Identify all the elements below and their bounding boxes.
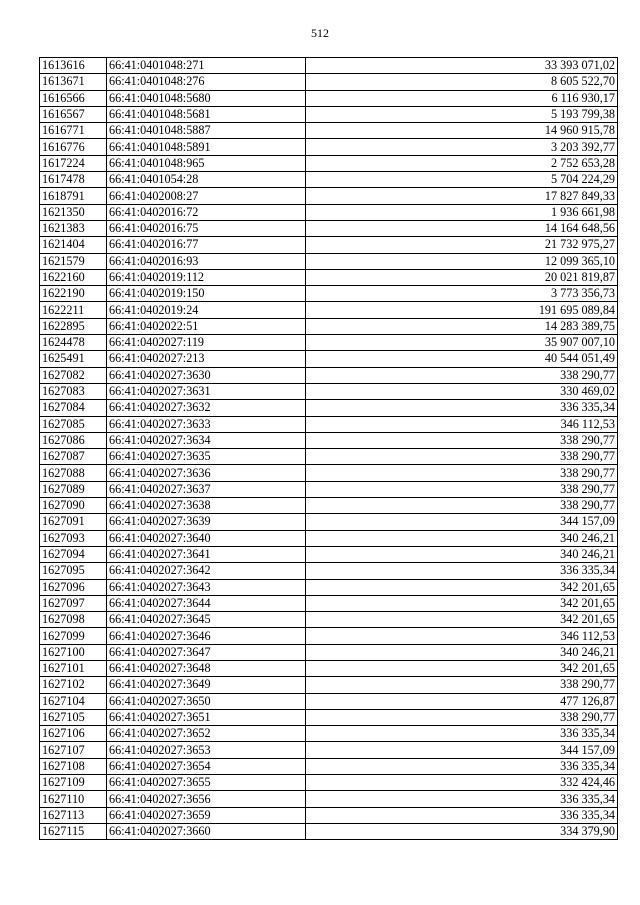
cadastral-number-cell: 66:41:0402027:213	[107, 351, 306, 367]
value-cell: 330 469,02	[306, 383, 618, 399]
value-cell: 338 290,77	[306, 481, 618, 497]
value-cell: 8 605 522,70	[306, 74, 618, 90]
table-row	[40, 351, 618, 367]
cadastral-number-cell: 66:41:0402027:3631	[107, 383, 306, 399]
registry-table-body	[40, 58, 618, 840]
record-id-cell: 1627110	[40, 791, 107, 807]
value-cell: 344 157,09	[306, 514, 618, 530]
value-cell: 336 335,34	[306, 726, 618, 742]
value-cell: 346 112,53	[306, 628, 618, 644]
value-cell: 20 021 819,87	[306, 269, 618, 285]
cadastral-number-cell: 66:41:0402027:3650	[107, 693, 306, 709]
cadastral-number-cell: 66:41:0402016:72	[107, 204, 306, 220]
record-id-cell: 1627099	[40, 628, 107, 644]
table-row	[40, 302, 618, 318]
record-id-cell: 1613616	[40, 58, 107, 74]
record-id-cell: 1622211	[40, 302, 107, 318]
cadastral-number-cell: 66:41:0401048:5681	[107, 106, 306, 122]
value-cell: 334 379,90	[306, 823, 618, 839]
record-id-cell: 1627098	[40, 612, 107, 628]
cadastral-number-cell: 66:41:0402027:3639	[107, 514, 306, 530]
cadastral-number-cell: 66:41:0402027:3634	[107, 432, 306, 448]
cadastral-number-cell: 66:41:0401048:5680	[107, 90, 306, 106]
table-row	[40, 823, 618, 839]
table-row	[40, 204, 618, 220]
value-cell: 336 335,34	[306, 563, 618, 579]
cadastral-number-cell: 66:41:0402027:3642	[107, 563, 306, 579]
record-id-cell: 1627086	[40, 432, 107, 448]
value-cell: 14 283 389,75	[306, 318, 618, 334]
cadastral-number-cell: 66:41:0402027:3654	[107, 758, 306, 774]
record-id-cell: 1617224	[40, 155, 107, 171]
cadastral-number-cell: 66:41:0402022:51	[107, 318, 306, 334]
table-row	[40, 367, 618, 383]
value-cell: 338 290,77	[306, 709, 618, 725]
record-id-cell: 1622895	[40, 318, 107, 334]
record-id-cell: 1621579	[40, 253, 107, 269]
record-id-cell: 1627102	[40, 677, 107, 693]
table-row	[40, 269, 618, 285]
cadastral-number-cell: 66:41:0402027:3649	[107, 677, 306, 693]
value-cell: 346 112,53	[306, 416, 618, 432]
value-cell: 340 246,21	[306, 644, 618, 660]
value-cell: 1 936 661,98	[306, 204, 618, 220]
record-id-cell: 1625491	[40, 351, 107, 367]
cadastral-number-cell: 66:41:0402027:3641	[107, 546, 306, 562]
value-cell: 338 290,77	[306, 465, 618, 481]
cadastral-number-cell: 66:41:0402027:3655	[107, 775, 306, 791]
cadastral-number-cell: 66:41:0402027:3652	[107, 726, 306, 742]
table-row	[40, 90, 618, 106]
record-id-cell: 1627085	[40, 416, 107, 432]
record-id-cell: 1627089	[40, 481, 107, 497]
table-row	[40, 579, 618, 595]
table-row	[40, 318, 618, 334]
record-id-cell: 1627096	[40, 579, 107, 595]
page-number: 512	[311, 26, 329, 40]
table-row	[40, 286, 618, 302]
record-id-cell: 1613671	[40, 74, 107, 90]
table-row	[40, 775, 618, 791]
cadastral-number-cell: 66:41:0401048:5891	[107, 139, 306, 155]
record-id-cell: 1627115	[40, 823, 107, 839]
cadastral-number-cell: 66:41:0402016:75	[107, 220, 306, 236]
record-id-cell: 1616567	[40, 106, 107, 122]
cadastral-number-cell: 66:41:0402016:77	[107, 237, 306, 253]
table-row	[40, 139, 618, 155]
table-row	[40, 758, 618, 774]
value-cell: 336 335,34	[306, 400, 618, 416]
record-id-cell: 1627095	[40, 563, 107, 579]
cadastral-number-cell: 66:41:0402027:3640	[107, 530, 306, 546]
value-cell: 340 246,21	[306, 546, 618, 562]
cadastral-number-cell: 66:41:0402027:3632	[107, 400, 306, 416]
record-id-cell: 1617478	[40, 172, 107, 188]
cadastral-number-cell: 66:41:0402027:3630	[107, 367, 306, 383]
cadastral-number-cell: 66:41:0402027:3638	[107, 498, 306, 514]
table-row	[40, 791, 618, 807]
cadastral-number-cell: 66:41:0401048:271	[107, 58, 306, 74]
cadastral-number-cell: 66:41:0402027:3643	[107, 579, 306, 595]
value-cell: 6 116 930,17	[306, 90, 618, 106]
record-id-cell: 1627084	[40, 400, 107, 416]
table-row	[40, 383, 618, 399]
table-row	[40, 693, 618, 709]
table-row	[40, 677, 618, 693]
table-row	[40, 481, 618, 497]
value-cell: 3 773 356,73	[306, 286, 618, 302]
table-row	[40, 546, 618, 562]
value-cell: 3 203 392,77	[306, 139, 618, 155]
cadastral-number-cell: 66:41:0402027:3646	[107, 628, 306, 644]
registry-table	[39, 57, 618, 840]
record-id-cell: 1627088	[40, 465, 107, 481]
value-cell: 342 201,65	[306, 612, 618, 628]
table-row	[40, 335, 618, 351]
table-row	[40, 563, 618, 579]
cadastral-number-cell: 66:41:0402027:3651	[107, 709, 306, 725]
table-row	[40, 465, 618, 481]
table-row	[40, 807, 618, 823]
table-row	[40, 660, 618, 676]
record-id-cell: 1627105	[40, 709, 107, 725]
table-row	[40, 498, 618, 514]
value-cell: 2 752 653,28	[306, 155, 618, 171]
cadastral-number-cell: 66:41:0402019:150	[107, 286, 306, 302]
cadastral-number-cell: 66:41:0402008:27	[107, 188, 306, 204]
value-cell: 40 544 051,49	[306, 351, 618, 367]
value-cell: 344 157,09	[306, 742, 618, 758]
value-cell: 342 201,65	[306, 579, 618, 595]
table-row	[40, 628, 618, 644]
value-cell: 12 099 365,10	[306, 253, 618, 269]
record-id-cell: 1627097	[40, 595, 107, 611]
value-cell: 342 201,65	[306, 595, 618, 611]
record-id-cell: 1621404	[40, 237, 107, 253]
table-row	[40, 253, 618, 269]
table-row	[40, 58, 618, 74]
value-cell: 338 290,77	[306, 367, 618, 383]
value-cell: 338 290,77	[306, 677, 618, 693]
record-id-cell: 1622160	[40, 269, 107, 285]
cadastral-number-cell: 66:41:0401048:276	[107, 74, 306, 90]
record-id-cell: 1627113	[40, 807, 107, 823]
cadastral-number-cell: 66:41:0402027:3647	[107, 644, 306, 660]
cadastral-number-cell: 66:41:0402027:3645	[107, 612, 306, 628]
table-row	[40, 709, 618, 725]
cadastral-number-cell: 66:41:0402019:24	[107, 302, 306, 318]
cadastral-number-cell: 66:41:0402027:3653	[107, 742, 306, 758]
value-cell: 336 335,34	[306, 807, 618, 823]
record-id-cell: 1618791	[40, 188, 107, 204]
table-row	[40, 530, 618, 546]
cadastral-number-cell: 66:41:0402016:93	[107, 253, 306, 269]
cadastral-number-cell: 66:41:0402027:3660	[107, 823, 306, 839]
record-id-cell: 1627109	[40, 775, 107, 791]
table-row	[40, 400, 618, 416]
value-cell: 340 246,21	[306, 530, 618, 546]
record-id-cell: 1627093	[40, 530, 107, 546]
value-cell: 332 424,46	[306, 775, 618, 791]
table-row	[40, 155, 618, 171]
table-row	[40, 726, 618, 742]
table-row	[40, 123, 618, 139]
record-id-cell: 1627104	[40, 693, 107, 709]
cadastral-number-cell: 66:41:0402027:119	[107, 335, 306, 351]
record-id-cell: 1627094	[40, 546, 107, 562]
value-cell: 342 201,65	[306, 660, 618, 676]
record-id-cell: 1627100	[40, 644, 107, 660]
value-cell: 338 290,77	[306, 432, 618, 448]
record-id-cell: 1627087	[40, 449, 107, 465]
record-id-cell: 1627101	[40, 660, 107, 676]
record-id-cell: 1627083	[40, 383, 107, 399]
table-row	[40, 416, 618, 432]
value-cell: 191 695 089,84	[306, 302, 618, 318]
table-row	[40, 432, 618, 448]
record-id-cell: 1624478	[40, 335, 107, 351]
cadastral-number-cell: 66:41:0402027:3656	[107, 791, 306, 807]
cadastral-number-cell: 66:41:0402019:112	[107, 269, 306, 285]
table-row	[40, 514, 618, 530]
cadastral-number-cell: 66:41:0402027:3636	[107, 465, 306, 481]
record-id-cell: 1616771	[40, 123, 107, 139]
cadastral-number-cell: 66:41:0401048:965	[107, 155, 306, 171]
cadastral-number-cell: 66:41:0401048:5887	[107, 123, 306, 139]
value-cell: 21 732 975,27	[306, 237, 618, 253]
value-cell: 338 290,77	[306, 449, 618, 465]
table-row	[40, 595, 618, 611]
table-row	[40, 742, 618, 758]
record-id-cell: 1616566	[40, 90, 107, 106]
cadastral-number-cell: 66:41:0402027:3659	[107, 807, 306, 823]
table-row	[40, 612, 618, 628]
table-row	[40, 188, 618, 204]
cadastral-number-cell: 66:41:0402027:3637	[107, 481, 306, 497]
value-cell: 336 335,34	[306, 791, 618, 807]
value-cell: 35 907 007,10	[306, 335, 618, 351]
record-id-cell: 1627091	[40, 514, 107, 530]
record-id-cell: 1621383	[40, 220, 107, 236]
table-row	[40, 106, 618, 122]
record-id-cell: 1622190	[40, 286, 107, 302]
record-id-cell: 1627107	[40, 742, 107, 758]
cadastral-number-cell: 66:41:0402027:3635	[107, 449, 306, 465]
value-cell: 33 393 071,02	[306, 58, 618, 74]
cadastral-number-cell: 66:41:0401054:28	[107, 172, 306, 188]
value-cell: 336 335,34	[306, 758, 618, 774]
value-cell: 17 827 849,33	[306, 188, 618, 204]
cadastral-number-cell: 66:41:0402027:3644	[107, 595, 306, 611]
cadastral-number-cell: 66:41:0402027:3633	[107, 416, 306, 432]
record-id-cell: 1616776	[40, 139, 107, 155]
table-row	[40, 644, 618, 660]
value-cell: 477 126,87	[306, 693, 618, 709]
table-row	[40, 237, 618, 253]
value-cell: 5 704 224,29	[306, 172, 618, 188]
record-id-cell: 1627082	[40, 367, 107, 383]
table-row	[40, 172, 618, 188]
value-cell: 5 193 799,38	[306, 106, 618, 122]
table-row	[40, 220, 618, 236]
table-row	[40, 74, 618, 90]
value-cell: 14 960 915,78	[306, 123, 618, 139]
record-id-cell: 1627108	[40, 758, 107, 774]
record-id-cell: 1627090	[40, 498, 107, 514]
record-id-cell: 1621350	[40, 204, 107, 220]
value-cell: 338 290,77	[306, 498, 618, 514]
value-cell: 14 164 648,56	[306, 220, 618, 236]
record-id-cell: 1627106	[40, 726, 107, 742]
table-row	[40, 449, 618, 465]
cadastral-number-cell: 66:41:0402027:3648	[107, 660, 306, 676]
